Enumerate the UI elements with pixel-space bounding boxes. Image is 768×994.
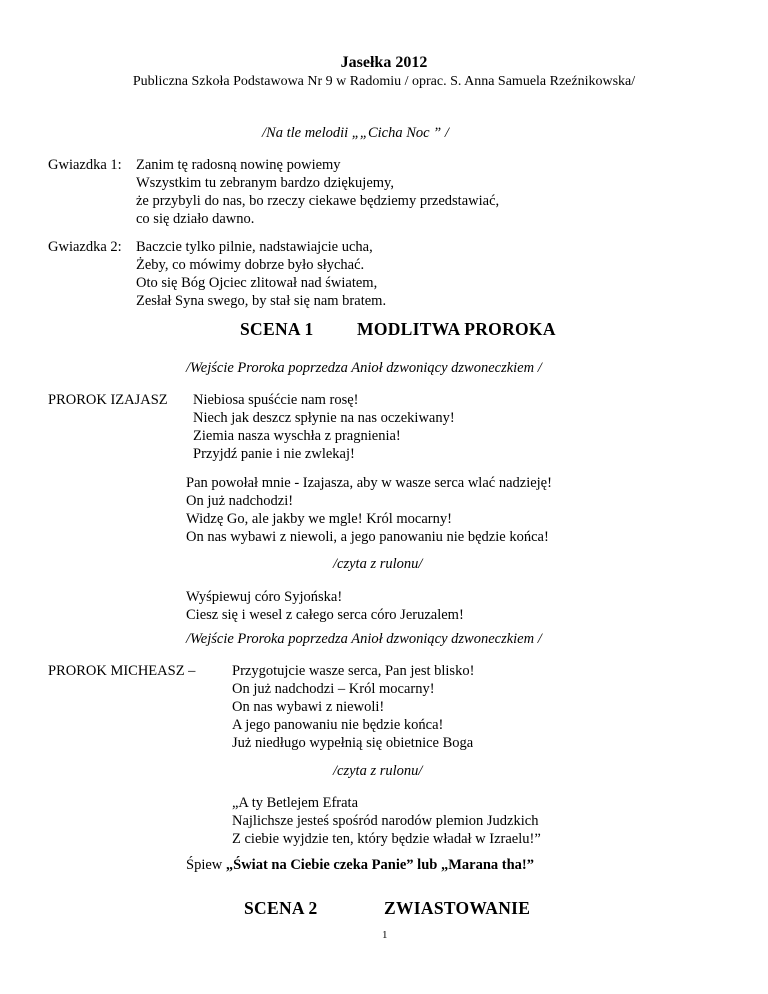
speaker-gwiazdka-1: Gwiazdka 1: (48, 157, 122, 173)
verse-line: Z ciebie wyjdzie ten, który będzie władał w Izraelu!” (232, 831, 541, 847)
speaker-izajasz: PROROK IZAJASZ (48, 392, 168, 408)
verse-line: On nas wybawi z niewoli! (232, 699, 385, 715)
verse-line: Ciesz się i wesel z całego serca córo Jeruzalem! (186, 607, 464, 623)
intro-note: /Na tle melodii „„Cicha Noc ” / (262, 125, 449, 141)
stage-direction: /Wejście Proroka poprzedza Anioł dzwoniący dzwoneczkiem / (186, 631, 542, 647)
verse-line: co się działo dawno. (136, 211, 255, 227)
verse-line: Najlichsze jesteś spośród narodów plemion Judzkich (232, 813, 539, 829)
verse-line: Wyśpiewuj córo Syjońska! (186, 589, 343, 605)
verse-line: On już nadchodzi! (186, 493, 294, 509)
verse-line: Widzę Go, ale jakby we mgle! Król mocarny! (186, 511, 452, 527)
verse-line: On nas wybawi z niewoli, a jego panowaniu nie będzie końca! (186, 529, 549, 545)
song-title: „Świat na Ciebie czeka Panie” lub „Marana tha!” (225, 857, 534, 873)
scene-2-number: SCENA 2 (244, 898, 318, 918)
document-title: Jasełka 2012 (340, 54, 428, 71)
verse-line: Niebiosa spuśćcie nam rosę! (193, 392, 359, 408)
stage-direction: /Wejście Proroka poprzedza Anioł dzwoniący dzwoneczkiem / (186, 360, 542, 376)
scene-2-name: ZWIASTOWANIE (384, 898, 531, 918)
verse-line: że przybyli do nas, bo rzeczy ciekawe będziemy przedstawiać, (136, 193, 500, 209)
song-line (186, 856, 534, 874)
verse-line: Oto się Bóg Ojciec zlitował nad światem, (136, 275, 378, 291)
song-prefix: Śpiew (186, 857, 226, 873)
verse-line: Niech jak deszcz spłynie na nas oczekiwany! (193, 410, 455, 426)
speaker-gwiazdka-2: Gwiazdka 2: (48, 239, 122, 255)
reading-note: /czyta z rulonu/ (333, 556, 423, 572)
scene-1-name: MODLITWA PROROKA (357, 319, 556, 339)
verse-line: „A ty Betlejem Efrata (232, 795, 359, 811)
gwiazdka-1-verse (136, 156, 499, 228)
verse-line: On już nadchodzi – Król mocarny! (232, 681, 435, 697)
verse-line: Przyjdź panie i nie zwlekaj! (193, 446, 355, 462)
speaker-micheasz: PROROK MICHEASZ – (48, 663, 196, 679)
micheasz-verse-2 (232, 794, 541, 848)
verse-line: Baczcie tylko pilnie, nadstawiajcie ucha, (136, 239, 373, 255)
scene-1-number: SCENA 1 (240, 319, 314, 339)
verse-line: Wszystkim tu zebranym bardzo dziękujemy, (136, 175, 394, 191)
izajasz-verse-2 (186, 474, 552, 546)
verse-line: Przygotujcie wasze serca, Pan jest blisko! (232, 663, 475, 679)
verse-line: A jego panowaniu nie będzie końca! (232, 717, 444, 733)
izajasz-verse-1 (193, 391, 455, 463)
verse-line: Żeby, co mówimy dobrze było słychać. (136, 257, 365, 273)
izajasz-verse-3 (186, 588, 464, 624)
verse-line: Ziemia nasza wyschła z pragnienia! (193, 428, 401, 444)
verse-line: Zanim tę radosną nowinę powiemy (136, 157, 341, 173)
verse-line: Już niedługo wypełnią się obietnice Boga (232, 735, 474, 751)
verse-line: Zesłał Syna swego, by stał się nam bratem. (136, 293, 387, 309)
reading-note: /czyta z rulonu/ (333, 763, 423, 779)
micheasz-verse-1 (232, 662, 474, 752)
verse-line: Pan powołał mnie - Izajasza, aby w wasze serca wlać nadzieję! (186, 475, 552, 491)
page-number: 1 (382, 929, 388, 941)
gwiazdka-2-verse (136, 238, 386, 310)
document-subtitle: Publiczna Szkoła Podstawowa Nr 9 w Radomiu / oprac. S. Anna Samuela Rzeźnikowska/ (132, 74, 636, 89)
